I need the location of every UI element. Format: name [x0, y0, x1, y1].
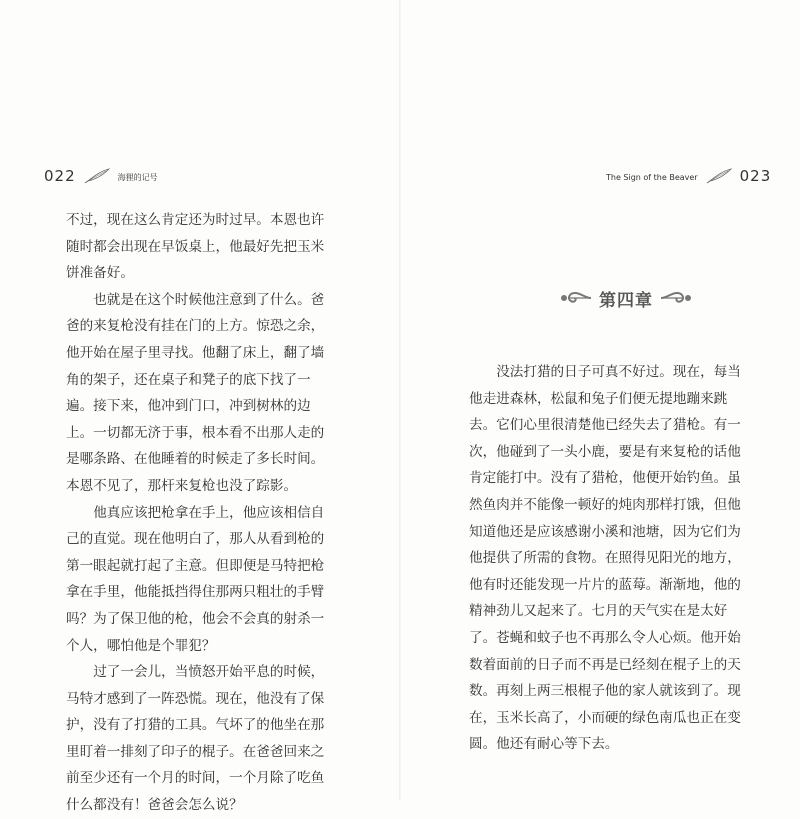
- paragraph: 他真应该把枪拿在手上，他应该相信自己的直觉。现在他明白了，那人从看到枪的第一眼起就打起了主意。但即便是马特把枪拿在手里，他能抵挡得住那两只粗壮的手臂吗？为了保卫他的枪，他会不会真的射杀一个人，哪怕他是个罪犯？: [66, 504, 325, 654]
- right-page-number: 023: [739, 167, 772, 185]
- right-book-title: The Sign of the Beaver: [606, 173, 698, 182]
- paragraph: 不过，现在这么肯定还为时过早。本恩也许随时都会出现在早饭桌上，他最好先把玉米饼准备好。: [66, 212, 325, 282]
- left-book-title: 海狸的记号: [117, 173, 158, 182]
- left-page-number: 022: [44, 167, 76, 185]
- page-gutter: [399, 0, 401, 800]
- feather-icon: [84, 168, 110, 184]
- feather-icon: [706, 168, 732, 184]
- right-page: [420, 0, 800, 800]
- paragraph: 没法打猎的日子可真不好过。现在，每当他走进森林，松鼠和兔子们便无提地蹦来跳去。它们心里很清楚他已经失去了猎枪。有一次，他碰到了一头小鹿，要是有来复枪的话他肯定能打中。没有了猎枪，他便开始钓鱼。虽然鱼肉并不能像一顿好的炖肉那样打饿，但他知道他还是应该感谢小溪和池塘，因为它们为他提供了所需的食物。在照得见阳光的地方，他有时还能发现一片片的蓝莓。渐渐地，他的精神劲儿又起来了。七月的天气实在是太好了。苍蝇和蚊子也不再那么令人心烦。他开始数着面前的日子而不再是已经刻在棍子上的天数。再刻上两三根棍子他的家人就该到了。现在，玉米长高了，小而硬的绿色南瓜也正在变圆。他还有耐心等下去。: [469, 364, 741, 753]
- paragraph: 也就是在这个时候他注意到了什么。爸爸的来复枪没有挂在门的上方。惊恐之余，他开始在屋子里寻找。他翻了床上，翻了墙角的架子，还在桌子和凳子的底下找了一遍。接下来，他冲到门口，冲到树林的边上。一切都无济于事，根本看不出那人走的是哪条路、在他睡着的时候走了多长时间。本恩不见了，那杆来复枪也没了踪影。: [66, 291, 325, 494]
- chapter-title: 第四章: [599, 290, 653, 311]
- right-running-head: [606, 168, 771, 184]
- left-body-text: [66, 207, 330, 819]
- left-running-head: [44, 168, 158, 184]
- paragraph: 过了一会儿，当愤怒开始平息的时候，马特才感到了一阵恐慌。现在，他没有了保护，没有了打猎的工具。气坏了的他坐在那里盯着一排刻了印子的棍子。在爸爸回来之前至少还有一个月的时间，一个月除了吃鱼什么都没有！爸爸会怎么说？: [66, 664, 325, 814]
- right-body-text: [469, 359, 752, 758]
- chapter-heading: [536, 284, 716, 312]
- left-page: [0, 0, 380, 814]
- left-ornament-icon: [559, 289, 593, 307]
- right-ornament-icon: [659, 289, 693, 307]
